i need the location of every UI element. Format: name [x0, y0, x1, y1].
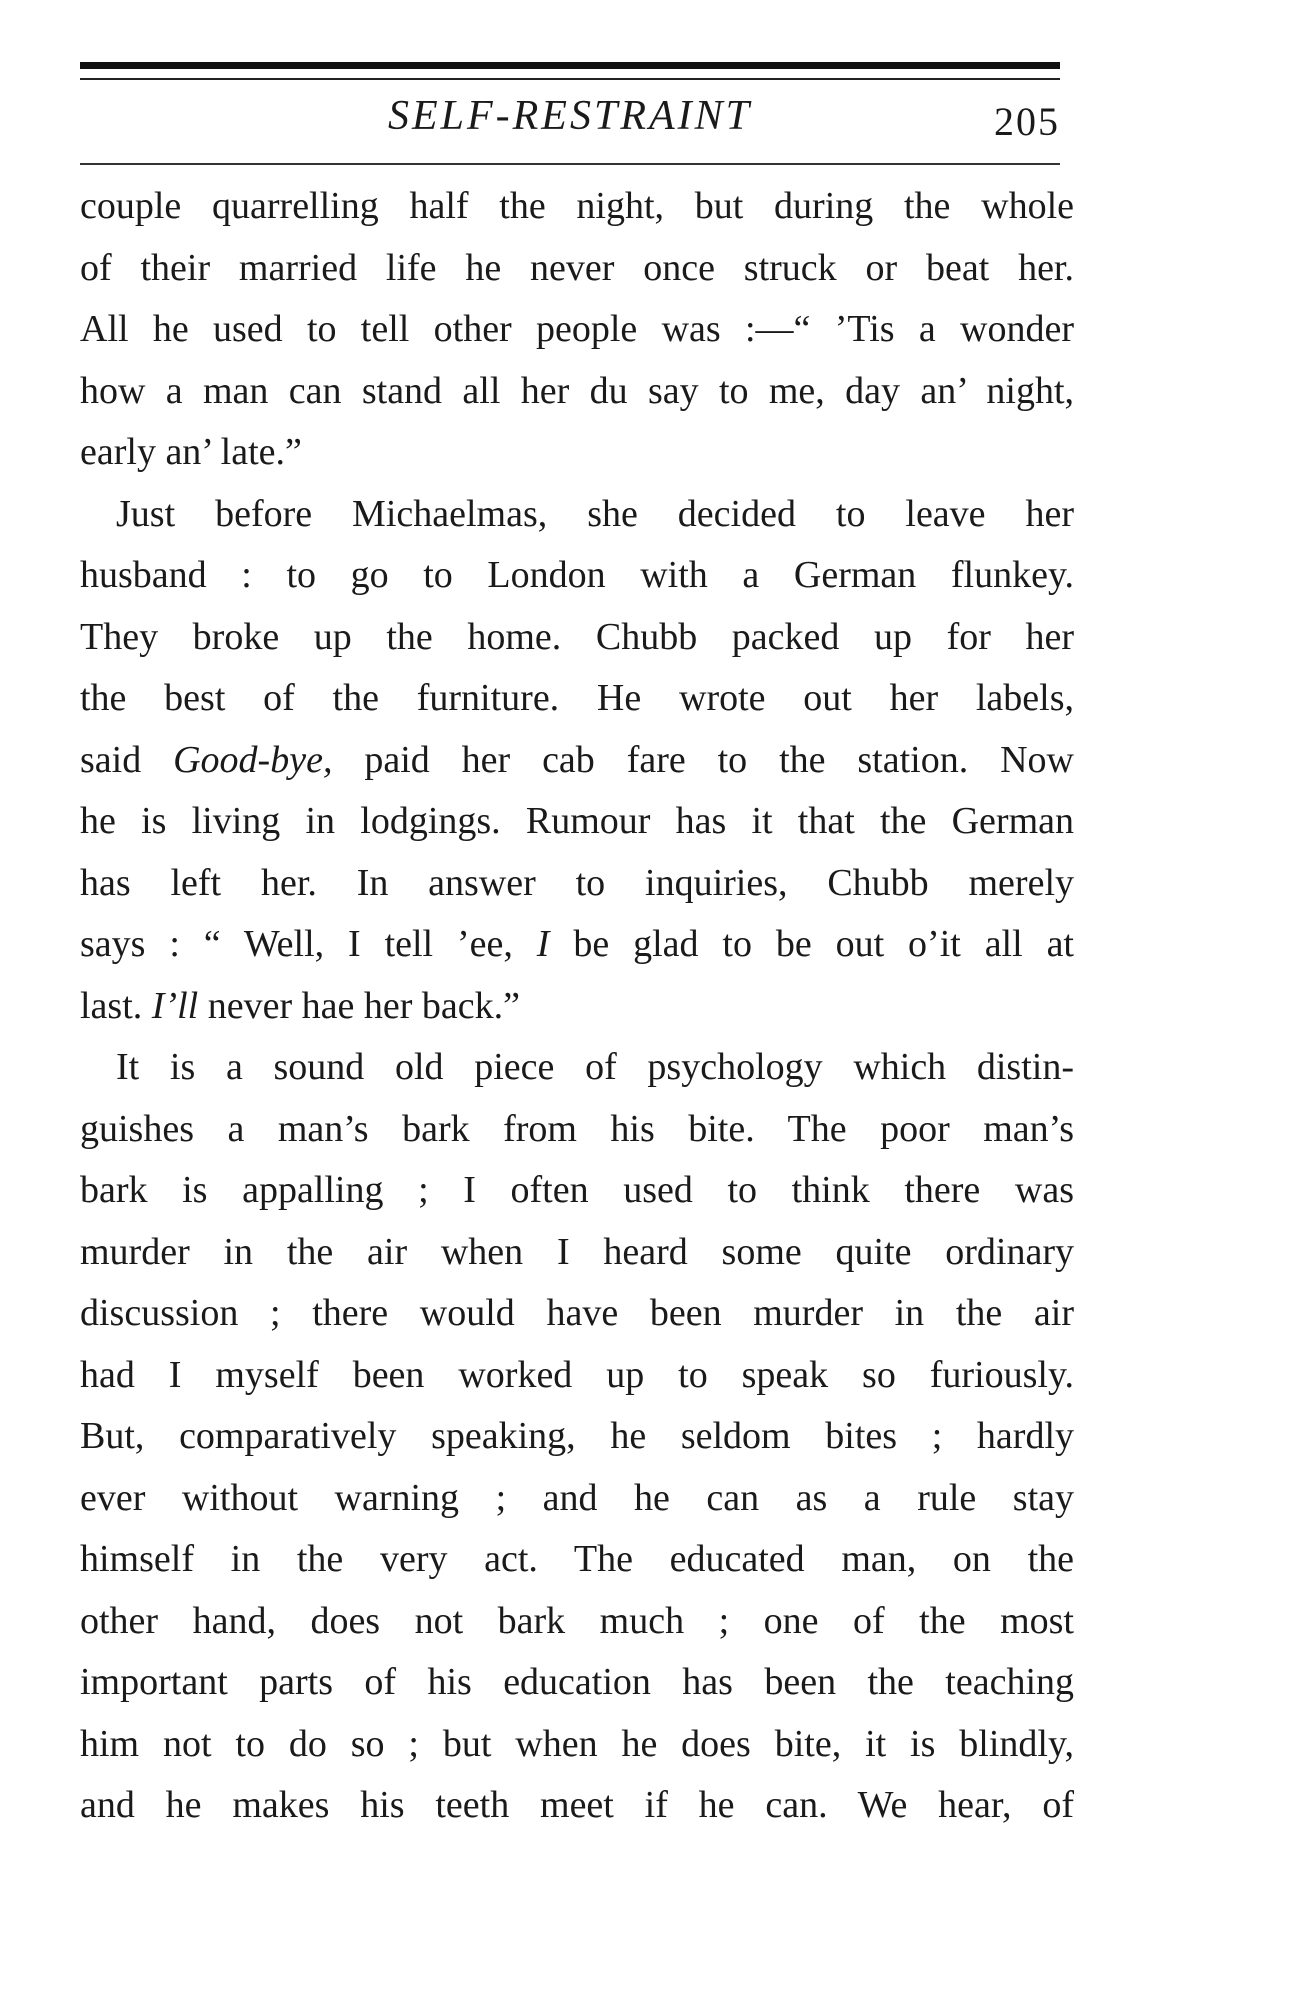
italic-text: I: [536, 923, 550, 965]
text-line: discussion ; there would have been murder in the air: [80, 1292, 1074, 1334]
text-line: couple quarrelling half the night, but during the whole: [80, 185, 1074, 227]
text-segment: be glad to be out o’it all at: [573, 923, 1074, 965]
text-segment: says : “ Well, I tell ’ee,: [80, 923, 513, 965]
text-line: ever without warning ; and he can as a rule stay: [80, 1476, 1074, 1519]
text-segment: said: [80, 738, 142, 781]
text-line: All he used to tell other people was :—“ ’Tis a wonder: [80, 308, 1074, 350]
header-rule-thin: [80, 78, 1060, 80]
text-segment: never hae her back.”: [207, 984, 520, 1027]
text-line: It is a sound old piece of psychology which distin-: [116, 1046, 1074, 1088]
text-line: [80, 730, 1074, 792]
text-line: how a man can stand all her du say to me, day an’ night,: [80, 369, 1074, 412]
text-segment: paid her cab fare to the station. Now: [364, 738, 1074, 781]
body-text: [80, 176, 1074, 1837]
page-number: 205: [994, 99, 1060, 144]
text-line: has left her. In answer to inquiries, Chubb merely: [80, 861, 1074, 904]
text-line: [80, 976, 1074, 1038]
text-line: Just before Michaelmas, she decided to leave her: [116, 492, 1074, 535]
text-line: other hand, does not bark much ; one of the most: [80, 1599, 1074, 1642]
italic-text: Good-bye,: [173, 738, 333, 781]
italic-text: I’ll: [151, 984, 199, 1027]
running-title: SELF-RESTRAINT: [388, 93, 752, 139]
text-line: husband : to go to London with a German flunkey.: [80, 554, 1074, 596]
text-line: of their married life he never once struck or beat her.: [80, 246, 1074, 289]
text-line: guishes a man’s bark from his bite. The poor man’s: [80, 1107, 1074, 1150]
text-line: himself in the very act. The educated man, on the: [80, 1538, 1074, 1580]
text-line: [80, 914, 1074, 976]
text-line: him not to do so ; but when he does bite, it is blindly,: [80, 1722, 1074, 1765]
text-line: had I myself been worked up to speak so furiously.: [80, 1353, 1074, 1396]
text-line: early an’ late.”: [80, 431, 302, 473]
text-line: he is living in lodgings. Rumour has it that the German: [80, 800, 1074, 842]
text-line: bark is appalling ; I often used to think there was: [80, 1169, 1074, 1211]
text-segment: last.: [80, 984, 143, 1027]
text-line: and he makes his teeth meet if he can. We hear, of: [80, 1784, 1074, 1826]
text-line: murder in the air when I heard some quite ordinary: [80, 1230, 1074, 1273]
header-rule-thick: [80, 62, 1060, 69]
header-rule-bottom: [80, 163, 1060, 165]
text-line: They broke up the home. Chubb packed up for her: [80, 615, 1074, 658]
text-line: the best of the furniture. He wrote out her labels,: [80, 677, 1074, 719]
running-header: [80, 92, 1060, 152]
text-line: important parts of his education has been the teaching: [80, 1661, 1074, 1703]
text-line: But, comparatively speaking, he seldom bites ; hardly: [80, 1415, 1074, 1457]
